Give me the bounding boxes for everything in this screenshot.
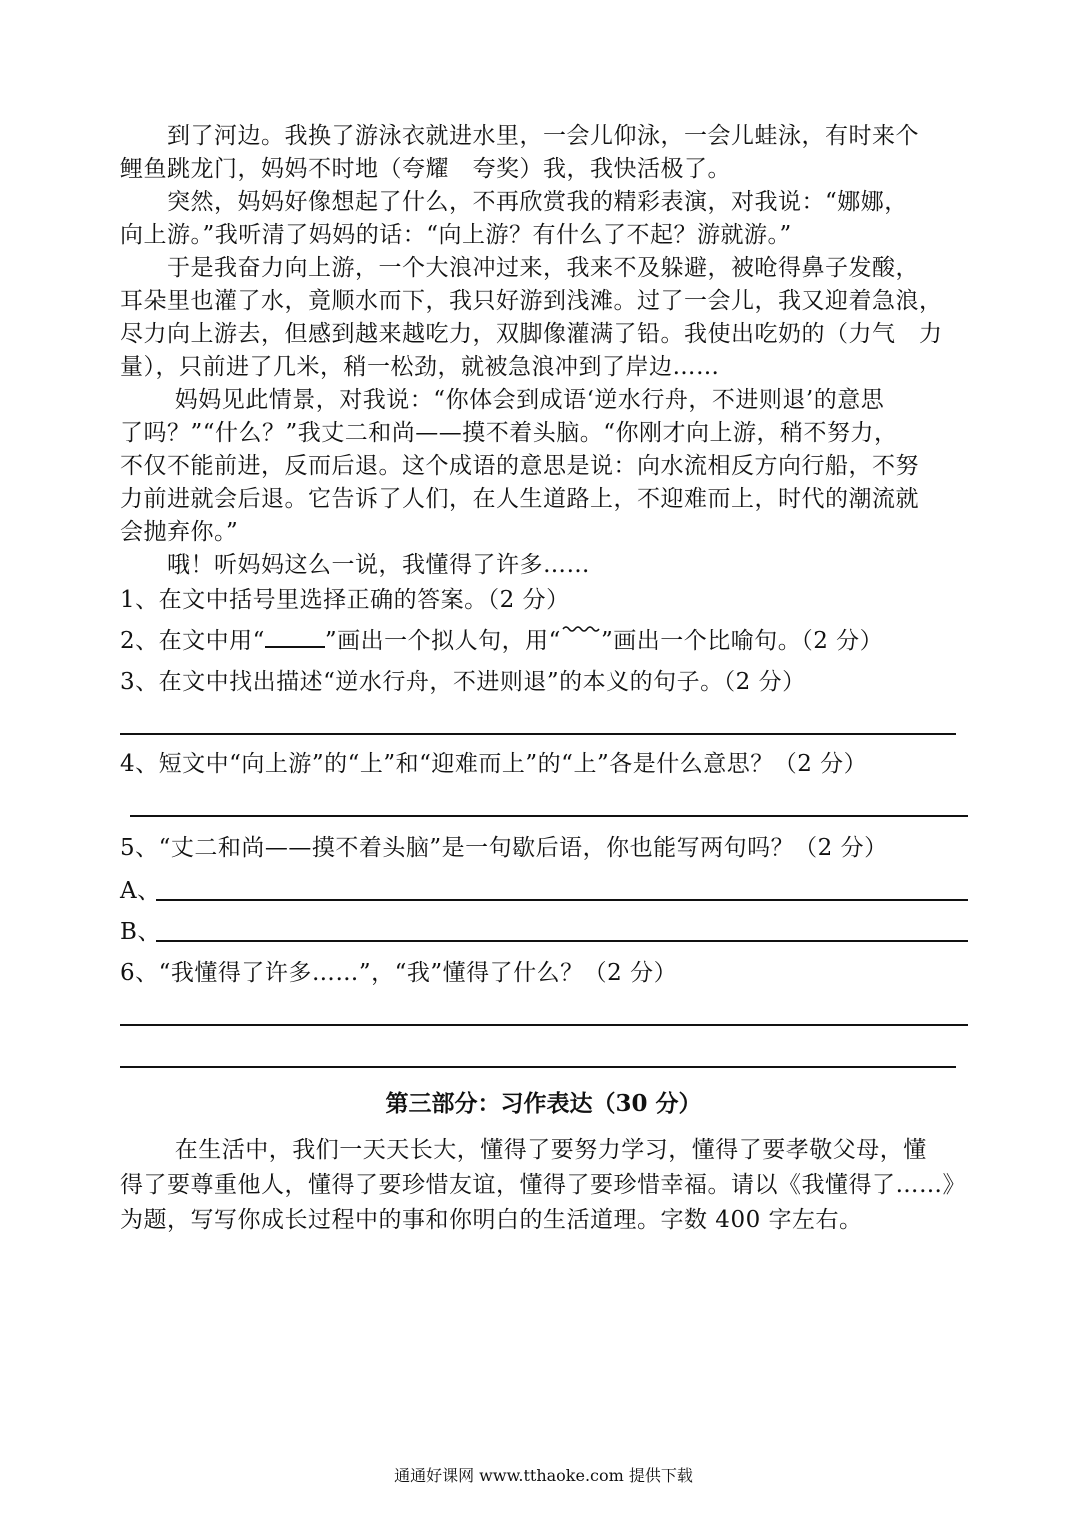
answer-line-b[interactable]: [156, 940, 968, 942]
question-5: 5、“丈二和尚——摸不着头脑”是一句歇后语，你也能写两句吗？（2 分）: [120, 835, 888, 861]
passage-line: 会抛弃你。”: [120, 519, 239, 545]
section-3-title: 第三部分：习作表达（30 分）: [385, 1090, 702, 1117]
answer-line[interactable]: [120, 1066, 956, 1068]
answer-line[interactable]: [130, 815, 968, 817]
passage-line: 向上游。”我听清了妈妈的话：“向上游？有什么了不起？游就游。”: [120, 222, 792, 248]
question-5-label-a: A、: [120, 878, 161, 904]
passage-line: 了吗？”“什么？”我丈二和尚——摸不着头脑。“你刚才向上游，稍不努力，: [120, 420, 898, 446]
prompt-line: 得了要尊重他人，懂得了要珍惜友谊，懂得了要珍惜幸福。请以《我懂得了……》: [120, 1172, 966, 1198]
passage-line: 耳朵里也灌了水，竟顺水而下，我只好游到浅滩。过了一会儿，我又迎着急浪，: [120, 288, 943, 314]
passage-line: 妈妈见此情景，对我说：“你体会到成语‘逆水行舟，不进则退’的意思: [120, 387, 885, 413]
question-2-text-b: ”画出一个拟人句，用“: [324, 628, 561, 654]
passage-line: 尽力向上游去，但感到越来越吃力，双脚像灌满了铅。我使出吃奶的（力气 力: [120, 321, 943, 347]
passage-line: 哦！听妈妈这么一说，我懂得了许多……: [120, 552, 590, 578]
page-footer: 通通好课网 www.tthaoke.com 提供下载: [394, 1466, 693, 1485]
straight-underline-mark: [265, 626, 325, 648]
prompt-line: 为题，写写你成长过程中的事和你明白的生活道理。字数 400 字左右。: [120, 1207, 863, 1233]
answer-line[interactable]: [120, 733, 956, 735]
question-1: 1、在文中括号里选择正确的答案。（2 分）: [120, 587, 570, 613]
question-5-label-b: B、: [120, 919, 161, 945]
answer-line[interactable]: [120, 1024, 968, 1026]
passage-line: 不仅不能前进，反而后退。这个成语的意思是说：向水流相反方向行船，不努: [120, 453, 919, 479]
question-2: [120, 625, 883, 657]
passage-line: 到了河边。我换了游泳衣就进水里，一会儿仰泳，一会儿蛙泳，有时来个: [120, 123, 919, 149]
question-2-text-c: ”画出一个比喻句。（2 分）: [600, 628, 884, 654]
question-6: 6、“我懂得了许多……”，“我”懂得了什么？（2 分）: [120, 960, 678, 986]
prompt-line: 在生活中，我们一天天长大，懂得了要努力学习，懂得了要孝敬父母，懂: [120, 1137, 927, 1163]
wavy-underline-mark: [561, 623, 601, 637]
question-3: 3、在文中找出描述“逆水行舟，不进则退”的本义的句子。（2 分）: [120, 669, 806, 695]
passage-line: 力前进就会后退。它告诉了人们，在人生道路上，不迎难而上，时代的潮流就: [120, 486, 919, 512]
passage-line: 鲤鱼跳龙门，妈妈不时地（夸耀 夸奖）我，我快活极了。: [120, 156, 731, 182]
passage-line: 量），只前进了几米，稍一松劲，就被急浪冲到了岸边……: [120, 354, 720, 380]
answer-line-a[interactable]: [156, 899, 968, 901]
question-4: 4、短文中“向上游”的“上”和“迎难而上”的“上”各是什么意思？（2 分）: [120, 751, 868, 777]
passage-line: 突然，妈妈好像想起了什么，不再欣赏我的精彩表演，对我说：“娜娜，: [120, 189, 908, 215]
passage-line: 于是我奋力向上游，一个大浪冲过来，我来不及躲避，被呛得鼻子发酸，: [120, 255, 919, 281]
question-2-text-a: 2、在文中用“: [120, 628, 265, 654]
